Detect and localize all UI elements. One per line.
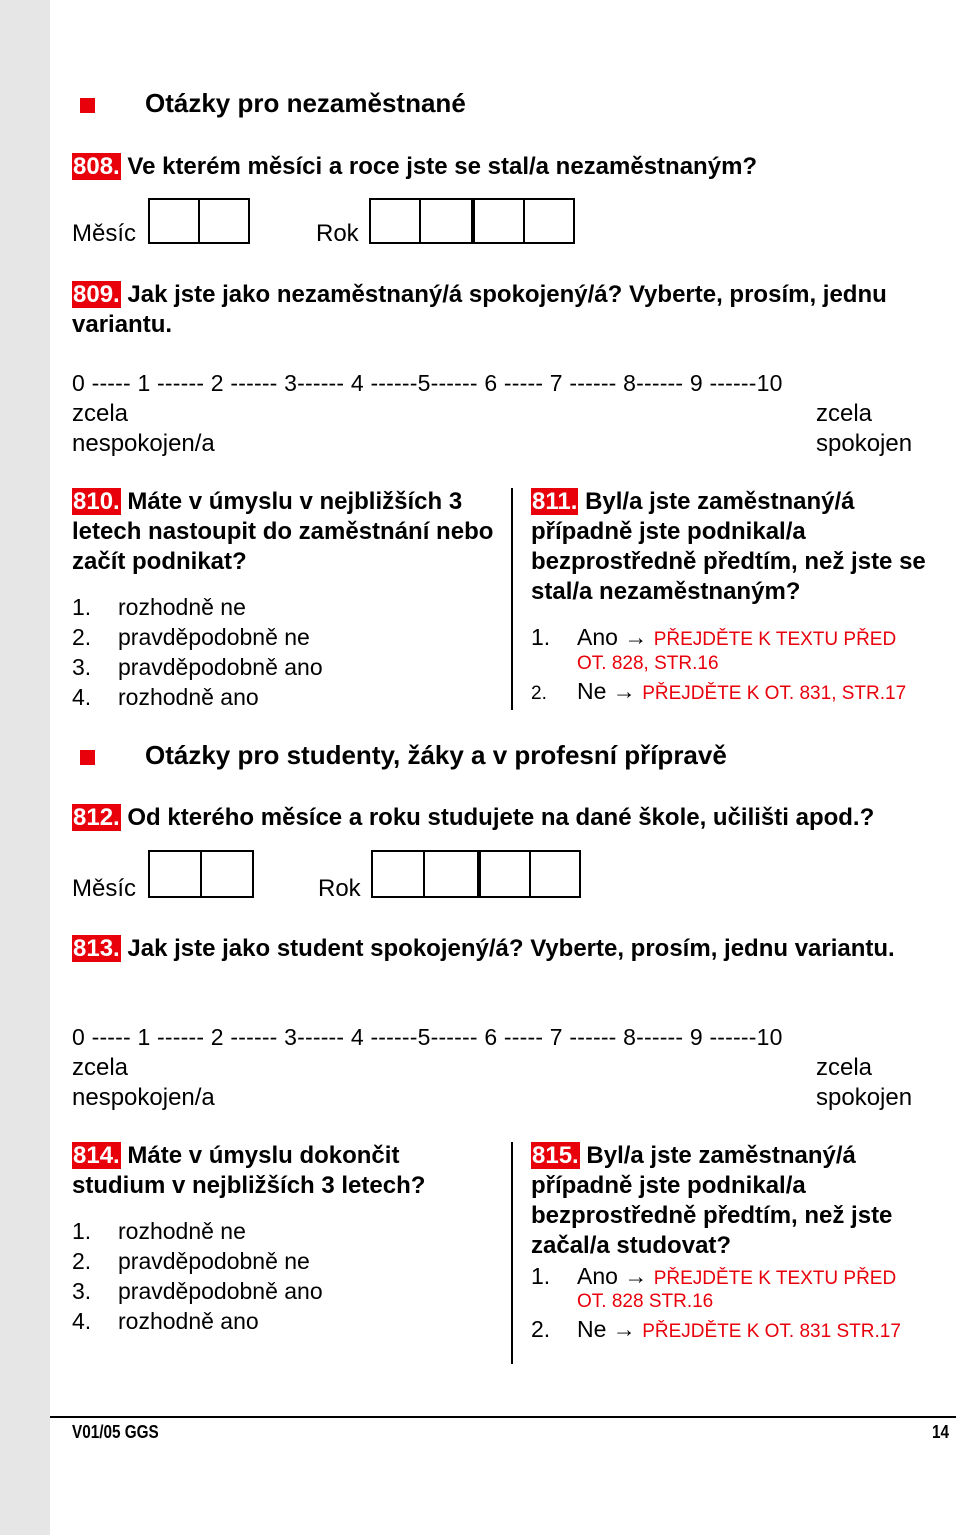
option-text: Ano	[577, 1263, 618, 1289]
year-digit-box[interactable]	[471, 198, 525, 244]
question-812	[72, 803, 874, 833]
question-text: Od kterého měsíce a roku studujete na dané škole, učilišti apod.?	[127, 804, 875, 831]
question-number: 815.	[532, 1142, 579, 1169]
option-number: 3.	[72, 654, 92, 680]
option-number: 2.	[531, 683, 547, 704]
footer-document-code: V01/05 GGS	[72, 1422, 159, 1442]
question-text: Jak jste jako student spokojený/á? Vyberte, prosím, jednu variantu.	[127, 935, 895, 962]
scale-left-label: zcela	[72, 1054, 129, 1081]
question-810	[72, 487, 502, 577]
scale-right-label: spokojen	[816, 1084, 913, 1111]
option-text: rozhodně ano	[118, 684, 259, 710]
answer-option-yes[interactable]	[531, 1261, 897, 1291]
section-bullet	[80, 750, 95, 765]
option-number: 1.	[72, 594, 92, 620]
option-number: 2.	[531, 1316, 551, 1342]
skip-instruction: PŘEJDĚTE K TEXTU PŘED	[653, 629, 897, 650]
skip-instruction: PŘEJDĚTE K OT. 831, STR.17	[642, 683, 907, 704]
option-number: 1.	[72, 1218, 92, 1244]
answer-option[interactable]	[72, 1276, 323, 1306]
question-815	[531, 1141, 941, 1261]
left-margin-band	[0, 0, 50, 1535]
option-text: pravděpodobně ne	[118, 624, 310, 650]
question-text: Máte v úmyslu v nejbližších 3 letech nastoupit do zaměstnání nebo začít podnikat?	[72, 488, 494, 575]
section-bullet	[80, 98, 95, 113]
scale-left-label: zcela	[72, 400, 129, 427]
question-text: Ve kterém měsíci a roce jste se stal/a nezaměstnaným?	[127, 153, 758, 180]
column-divider	[511, 488, 513, 710]
option-number: 1.	[531, 1263, 551, 1289]
skip-instruction: OT. 828 STR.16	[577, 1291, 714, 1312]
arrow-icon: →	[612, 678, 636, 704]
option-number: 1.	[531, 624, 551, 650]
answer-option[interactable]	[72, 592, 246, 622]
option-text: rozhodně ne	[118, 594, 246, 620]
question-text: Byl/a jste zaměstnaný/á případně jste podnikal/a bezprostředně předtím, než jste začal/a studovat?	[531, 1142, 893, 1259]
year-digit-box[interactable]	[371, 850, 425, 898]
option-text: pravděpodobně ne	[118, 1248, 310, 1274]
answer-option[interactable]	[72, 622, 310, 652]
question-number: 812.	[73, 804, 120, 831]
question-number: 813.	[73, 935, 120, 962]
option-text: pravděpodobně ano	[118, 1278, 323, 1304]
year-label: Rok	[318, 875, 361, 902]
option-number: 4.	[72, 1308, 92, 1334]
option-number: 3.	[72, 1278, 92, 1304]
year-digit-box[interactable]	[419, 198, 473, 244]
month-digit-box[interactable]	[148, 850, 202, 898]
option-number: 2.	[72, 624, 92, 650]
question-number: 814.	[73, 1142, 120, 1169]
option-text: Ne	[577, 1316, 607, 1342]
footer-page-number: 14	[932, 1422, 950, 1442]
answer-option-no[interactable]	[531, 1314, 901, 1344]
skip-instruction: OT. 828, STR.16	[577, 653, 719, 674]
month-label: Měsíc	[72, 875, 137, 902]
answer-option-yes[interactable]	[531, 622, 897, 652]
question-text: Máte v úmyslu dokončit studium v nejbližších 3 letech?	[72, 1142, 426, 1199]
arrow-icon: →	[612, 1316, 636, 1342]
option-number: 4.	[72, 684, 92, 710]
section-title: Otázky pro nezaměstnané	[145, 88, 466, 118]
answer-option[interactable]	[72, 652, 323, 682]
scale-right-label: zcela	[816, 1054, 873, 1081]
question-811	[531, 487, 941, 607]
year-digit-box[interactable]	[423, 850, 479, 898]
month-digit-box[interactable]	[200, 850, 254, 898]
year-digit-box[interactable]	[369, 198, 421, 244]
option-text: rozhodně ano	[118, 1308, 259, 1334]
question-813	[72, 934, 942, 964]
answer-option[interactable]	[72, 682, 259, 712]
section-title: Otázky pro studenty, žáky a v profesní přípravě	[145, 740, 727, 770]
question-number: 811.	[532, 488, 578, 515]
year-label: Rok	[316, 220, 359, 247]
question-number: 808.	[73, 153, 120, 180]
answer-option[interactable]	[72, 1216, 246, 1246]
option-text: Ne	[577, 678, 607, 704]
answer-option[interactable]	[72, 1246, 310, 1276]
question-808	[72, 152, 757, 182]
scale-right-label: spokojen	[816, 430, 913, 457]
month-label: Měsíc	[72, 220, 137, 247]
satisfaction-scale: 0 ----- 1 ------ 2 ------ 3------ 4 ------5------ 6 ----- 7 ------ 8------ 9 ------10	[72, 1024, 783, 1050]
answer-option-no[interactable]	[531, 676, 907, 709]
question-text: Jak jste jako nezaměstnaný/á spokojený/á? Vyberte, prosím, jednu variantu.	[72, 281, 887, 338]
skip-instruction: PŘEJDĚTE K TEXTU PŘED	[653, 1268, 897, 1289]
answer-option[interactable]	[72, 1306, 259, 1336]
skip-instruction: PŘEJDĚTE K OT. 831 STR.17	[642, 1321, 901, 1342]
year-digit-box[interactable]	[477, 850, 531, 898]
scale-left-label: nespokojen/a	[72, 1084, 215, 1111]
question-text: Byl/a jste zaměstnaný/á případně jste podnikal/a bezprostředně předtím, než jste se stal/a nezaměstnaným?	[531, 488, 926, 605]
question-809	[72, 280, 942, 340]
column-divider	[511, 1142, 513, 1364]
scale-left-label: nespokojen/a	[72, 430, 215, 457]
year-digit-box[interactable]	[523, 198, 575, 244]
option-number: 2.	[72, 1248, 92, 1274]
month-digit-box[interactable]	[198, 198, 250, 244]
question-814	[72, 1141, 472, 1201]
arrow-icon: →	[624, 624, 648, 650]
satisfaction-scale: 0 ----- 1 ------ 2 ------ 3------ 4 ------5------ 6 ----- 7 ------ 8------ 9 ------10	[72, 370, 783, 396]
scale-right-label: zcela	[816, 400, 873, 427]
arrow-icon: →	[624, 1263, 648, 1289]
option-text: rozhodně ne	[118, 1218, 246, 1244]
month-digit-box[interactable]	[148, 198, 200, 244]
question-number: 809.	[73, 281, 120, 308]
year-digit-box[interactable]	[529, 850, 581, 898]
option-text: pravděpodobně ano	[118, 654, 323, 680]
question-number: 810.	[73, 488, 120, 515]
footer-rule	[50, 1416, 956, 1418]
option-text: Ano	[577, 624, 618, 650]
